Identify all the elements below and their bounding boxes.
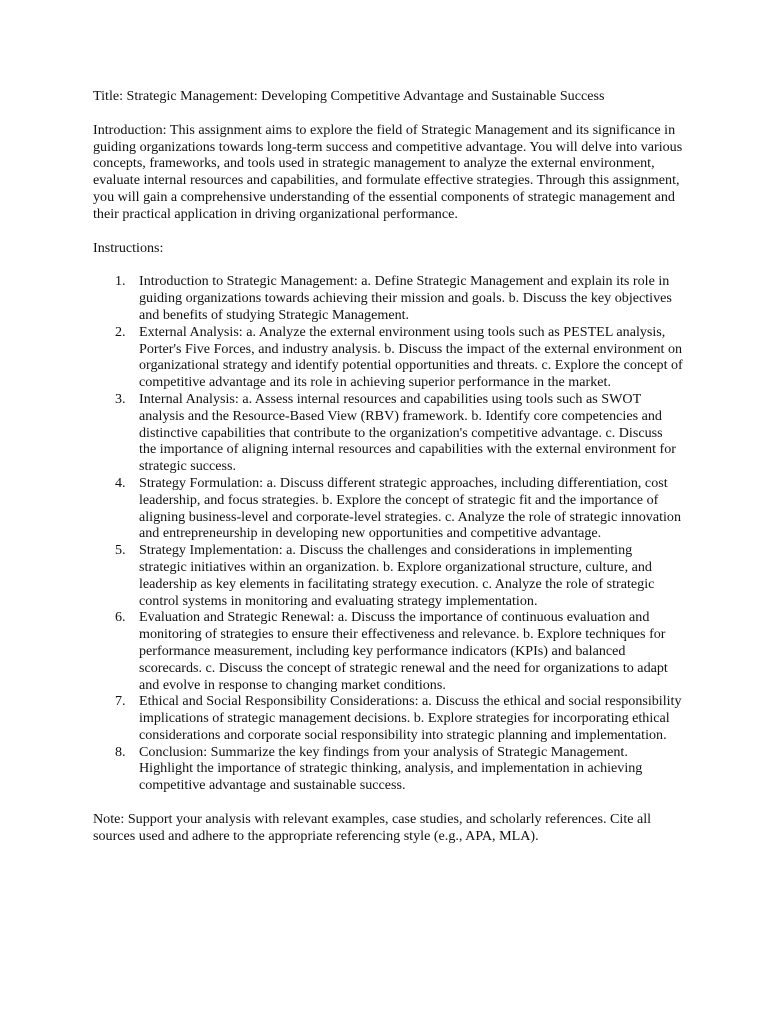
list-item-number: 6.: [115, 609, 126, 626]
list-item-number: 8.: [115, 743, 126, 760]
instructions-heading: Instructions:: [93, 239, 164, 256]
list-item-number: 7.: [115, 693, 126, 710]
list-item: [93, 324, 683, 391]
list-item-text: Ethical and Social Responsibility Considerations: a. Discuss the ethical and social responsibility implications of strategic management decisions. b. Explore strategies for incorporating ethical considerations and corporate social responsibility into strategic planning and implementation.: [139, 693, 682, 743]
document-title: Title: Strategic Management: Developing Competitive Advantage and Sustainable Success: [93, 88, 605, 104]
list-item-text: Internal Analysis: a. Assess internal resources and capabilities using tools such as SWOT analysis and the Resource-Based View (RBV) framework. b. Identify core competencies and distinctive capabilities that contribute to the organization's competitive advantage. c. Discuss the importance of aligning internal resources and capabilities with the external environment for strategic success.: [139, 390, 676, 475]
list-item: [93, 273, 683, 323]
list-item-number: 4.: [115, 474, 126, 491]
list-item-text: Introduction to Strategic Management: a. Define Strategic Management and explain its role in guiding organizations towards achieving their mission and goals. b. Discuss the key objectives and benefits of studying Strategic Management.: [139, 273, 672, 323]
note-paragraph: Note: Support your analysis with relevant examples, case studies, and scholarly references. Cite all sources used and adhere to the appropriate referencing style (e.g., APA, MLA).: [93, 811, 652, 844]
list-item: [93, 609, 683, 693]
list-item: [93, 475, 683, 542]
list-item: [93, 542, 683, 609]
list-item-number: 5.: [115, 542, 126, 559]
list-item-text: External Analysis: a. Analyze the external environment using tools such as PESTEL analysis, Porter's Five Forces, and industry analysis. b. Discuss the impact of the external environment on organizational strategy and identify potential opportunities and threats. c. Explore the concept of competitive advantage and its role in achieving superior performance in the market.: [139, 323, 683, 391]
list-item-number: 1.: [115, 273, 126, 290]
introduction-paragraph: Introduction: This assignment aims to explore the field of Strategic Management and its significance in guiding organizations towards long-term success and competitive advantage. You will delve into various concepts, frameworks, and tools used in strategic management to analyze the external environment, evaluate internal resources and capabilities, and formulate effective strategies. Through this assignment, you will gain a comprehensive understanding of the essential components of strategic management and their practical application in driving organizational performance.: [93, 121, 683, 222]
list-item: [93, 391, 683, 475]
instructions-list: [93, 273, 683, 794]
document-page: [93, 88, 683, 845]
list-item-text: Conclusion: Summarize the key findings from your analysis of Strategic Management. Highlight the importance of strategic thinking, analysis, and implementation in achieving competitive advantage and sustainable success.: [139, 743, 643, 794]
list-item-text: Strategy Formulation: a. Discuss different strategic approaches, including differentiation, cost leadership, and focus strategies. b. Explore the concept of strategic fit and the importance of aligning business-level and corporate-level strategies. c. Analyze the role of strategic innovation and entrepreneurship in developing new opportunities and competitive advantage.: [139, 474, 682, 542]
list-item: [93, 744, 683, 794]
list-item: [93, 693, 683, 743]
list-item-text: Evaluation and Strategic Renewal: a. Discuss the importance of continuous evaluation and monitoring of strategies to ensure their effectiveness and relevance. b. Explore techniques for performance measurement, including key performance indicators (KPIs) and balanced scorecards. c. Discuss the concept of strategic renewal and the need for organizations to adapt and evolve in response to changing market conditions.: [139, 609, 668, 693]
list-item-number: 3.: [115, 390, 126, 407]
list-item-text: Strategy Implementation: a. Discuss the challenges and considerations in implementing strategic initiatives within an organization. b. Explore organizational structure, culture, and leadership as key elements in facilitating strategy execution. c. Analyze the role of strategic control systems in monitoring and evaluating strategy implementation.: [139, 542, 655, 609]
list-item-number: 2.: [115, 323, 126, 340]
